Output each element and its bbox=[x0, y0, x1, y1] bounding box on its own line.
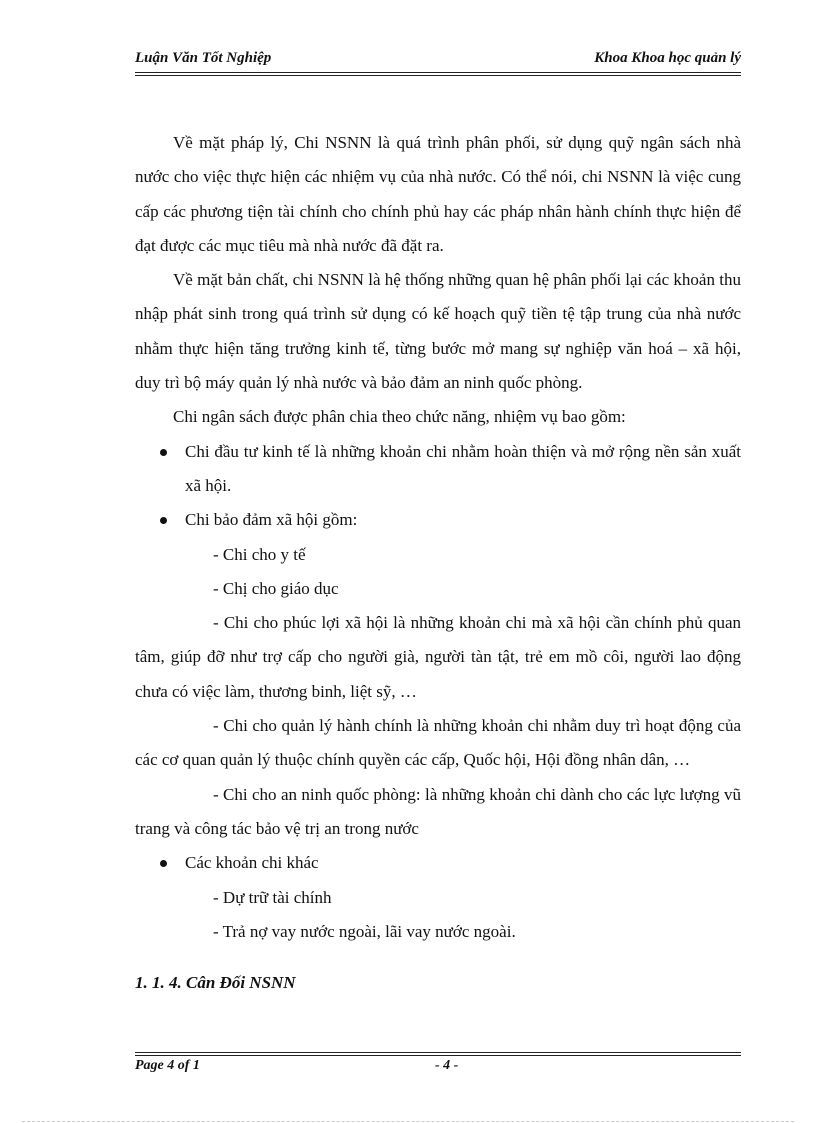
bullet-icon bbox=[160, 860, 167, 867]
bullet-item-investment bbox=[135, 435, 741, 504]
sub-item-debt: - Trả nợ vay nước ngoài, lãi vay nước ngoài. bbox=[213, 921, 516, 941]
sub-item-education: - Chị cho giáo dục bbox=[213, 578, 339, 598]
bullet-item-other bbox=[135, 846, 741, 880]
header-rule bbox=[135, 72, 741, 73]
sub-item-administration: - Chi cho quản lý hành chính là những khoản chi nhằm duy trì hoạt động của các cơ quan quản lý thuộc chính quyền các cấp, Quốc hội, Hội đồng nhân dân, … bbox=[135, 716, 741, 770]
page-header bbox=[135, 50, 741, 70]
footer-page-number: - 4 - bbox=[435, 1058, 459, 1073]
paragraph-legal-definition: Về mặt pháp lý, Chi NSNN là quá trình phân phối, sử dụng quỹ ngân sách nhà nước cho việc thực hiện các nhiệm vụ của nhà nước. Có thể nói, chi NSNN là việc cung cấp các phương tiện tài chính cho chính phủ hay các pháp nhân hành chính thực hiện để đạt được các mục tiêu mà nhà nước đã đặt ra. bbox=[135, 133, 741, 255]
footer-rule bbox=[135, 1055, 741, 1056]
section-heading: 1. 1. 4. Cân Đối NSNN bbox=[135, 973, 296, 992]
document-body bbox=[135, 126, 741, 949]
bullet-text: Các khoản chi khác bbox=[185, 853, 319, 873]
sub-item-health: - Chi cho y tế bbox=[213, 544, 306, 564]
sub-item-security: - Chi cho an ninh quốc phòng: là những khoản chi dành cho các lực lượng vũ trang và công tác bảo vệ trị an trong nước bbox=[135, 784, 741, 838]
bullet-text: Chi bảo đảm xã hội gồm: bbox=[185, 510, 358, 530]
page-boundary bbox=[22, 1121, 794, 1122]
bullet-icon bbox=[160, 449, 167, 456]
header-right-title: Khoa Khoa học quản lý bbox=[594, 50, 741, 66]
bullet-text: Chi đầu tư kinh tế là những khoản chi nhằm hoàn thiện và mở rộng nền sản xuất xã hội. bbox=[185, 441, 741, 495]
footer-rule-thin bbox=[135, 1052, 741, 1053]
footer-page-count: Page 4 of 1 bbox=[135, 1058, 200, 1073]
paragraph-nature-definition: Về mặt bản chất, chi NSNN là hệ thống những quan hệ phân phối lại các khoản thu nhập phát sinh trong quá trình sử dụng có kế hoạch quỹ tiền tệ tập trung của nhà nước nhằm thực hiện tăng trưởng kinh tế, từng bước mở mang sự nghiệp văn hoá – xã hội, duy trì bộ máy quản lý nhà nước và bảo đảm an ninh quốc phòng. bbox=[135, 270, 741, 393]
sub-item-welfare: - Chi cho phúc lợi xã hội là những khoản chi mà xã hội cần chính phủ quan tâm, giúp đỡ như trợ cấp cho người già, người tàn tật, trẻ em mồ côi, người lao động chưa có việc làm, thương binh, liệt sỹ, … bbox=[135, 613, 741, 701]
bullet-item-social bbox=[135, 503, 741, 537]
header-rule-thin bbox=[135, 75, 741, 76]
header-left-title: Luận Văn Tốt Nghiệp bbox=[135, 50, 272, 66]
bullet-icon bbox=[160, 517, 167, 524]
sub-item-reserve: - Dự trữ tài chính bbox=[213, 887, 332, 907]
paragraph-classification-intro: Chi ngân sách được phân chia theo chức năng, nhiệm vụ bao gồm: bbox=[173, 407, 626, 427]
